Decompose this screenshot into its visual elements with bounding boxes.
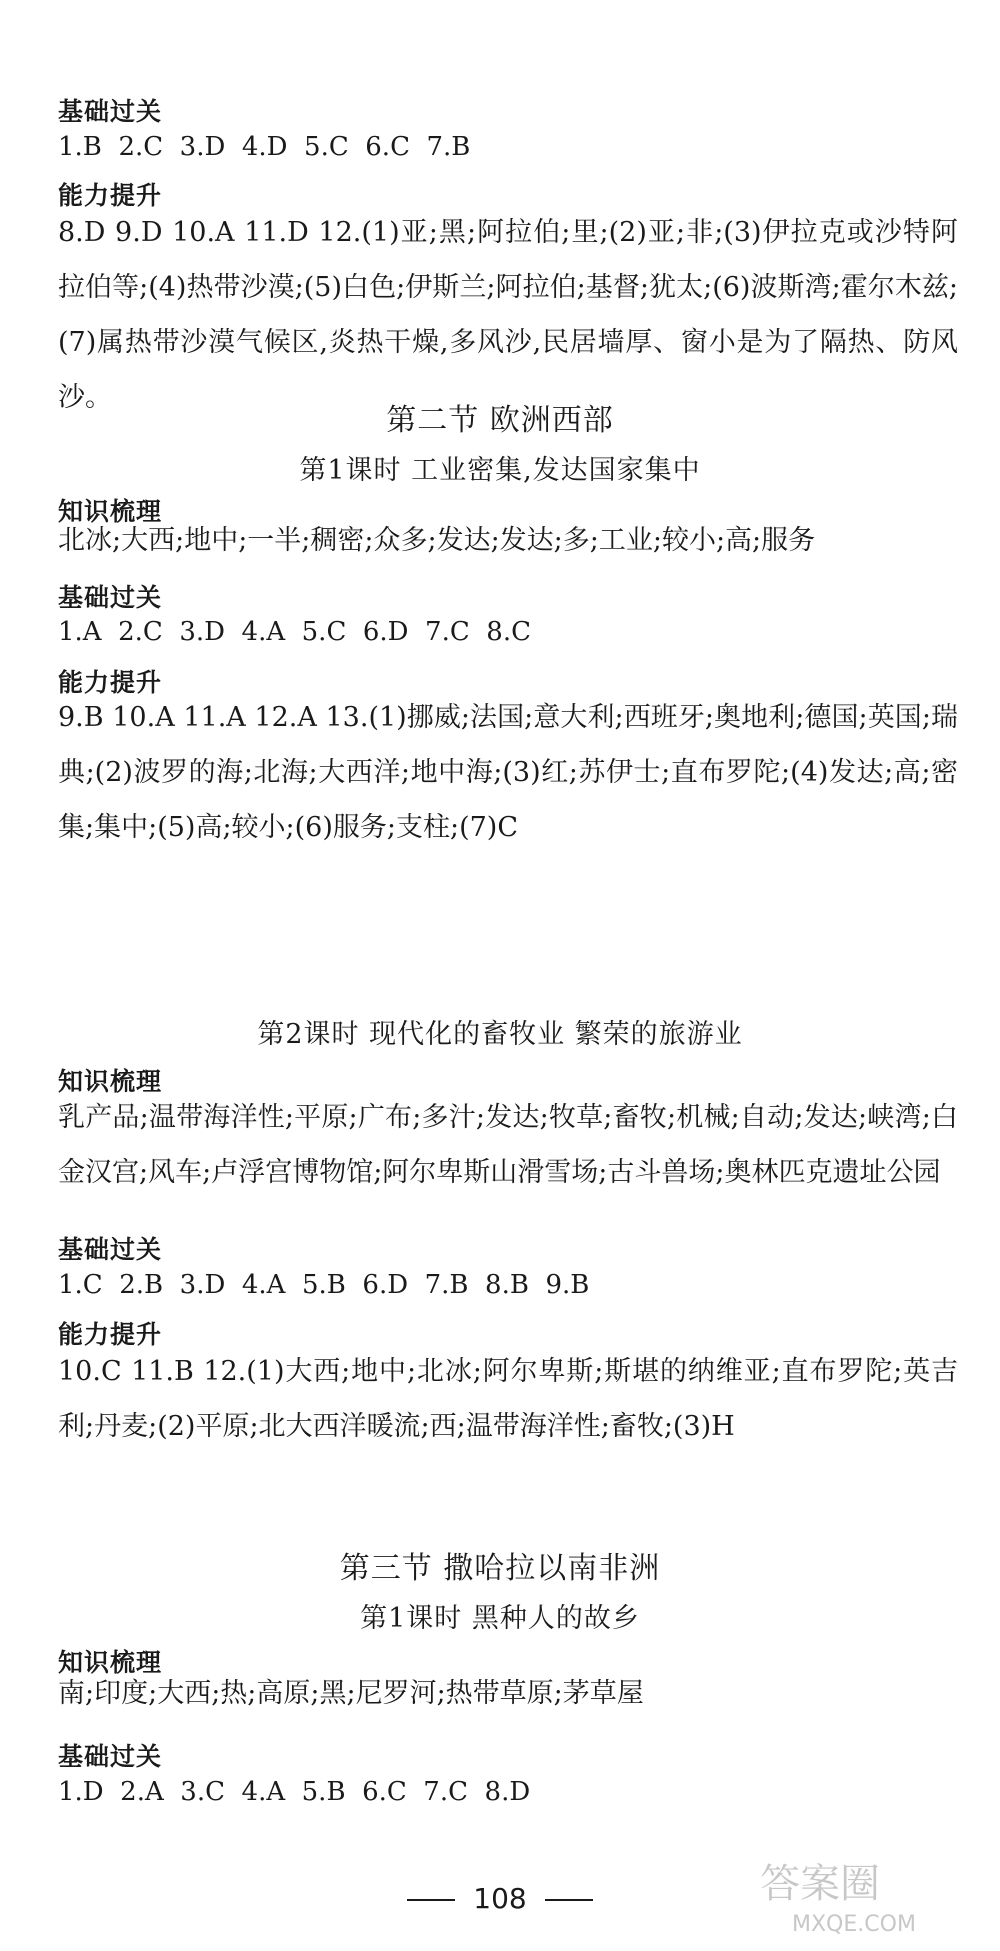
- basic-answers: 1.A 2.C 3.D 4.A 5.C 6.D 7.C 8.C: [58, 617, 531, 647]
- ability-answers: 10.C 11.B 12.(1)大西;地中;北冰;阿尔卑斯;斯堪的纳维亚;直布罗陀;英吉利;丹麦;(2)平原;北大西洋暖流;西;温带海洋性;畜牧;(3)H: [58, 1356, 958, 1442]
- basic-answers: 1.B 2.C 3.D 4.D 5.C 6.C 7.B: [58, 132, 471, 162]
- watermark-title: 答案圈: [760, 1861, 880, 1907]
- knowledge-label: 知识梳理: [58, 1648, 163, 1677]
- knowledge-text: 南;印度;大西;热;高原;黑;尼罗河;热带草原;茅草屋: [58, 1678, 644, 1709]
- basic-label: 基础过关: [58, 97, 163, 126]
- footer-dash-left: [407, 1899, 455, 1901]
- knowledge-label: 知识梳理: [58, 1067, 163, 1096]
- footer-dash-right: [545, 1899, 593, 1901]
- basic-answers: 1.C 2.B 3.D 4.A 5.B 6.D 7.B 8.B 9.B: [58, 1270, 590, 1300]
- ability-label: 能力提升: [58, 668, 163, 697]
- lesson-title: 第1课时 工业密集,发达国家集中: [299, 455, 701, 486]
- watermark-url: MXQE.COM: [792, 1912, 916, 1937]
- basic-label: 基础过关: [58, 1235, 163, 1264]
- knowledge-text: 乳产品;温带海洋性;平原;广布;多汁;发达;牧草;畜牧;机械;自动;发达;峡湾;白金汉宫;风车;卢浮宫博物馆;阿尔卑斯山滑雪场;古斗兽场;奥林匹克遗址公园: [58, 1102, 958, 1188]
- ability-answers: 9.B 10.A 11.A 12.A 13.(1)挪威;法国;意大利;西班牙;奥地利;德国;英国;瑞典;(2)波罗的海;北海;大西洋;地中海;(3)红;苏伊士;直布罗陀;(4)发达;高;密集;集中;(5)高;较小;(6)服务;支柱;(7)C: [58, 702, 958, 843]
- basic-answers: 1.D 2.A 3.C 4.A 5.B 6.C 7.C 8.D: [58, 1777, 531, 1807]
- ability-label: 能力提升: [58, 181, 163, 210]
- lesson-title: 第1课时 黑种人的故乡: [360, 1603, 640, 1634]
- basic-label: 基础过关: [58, 1742, 163, 1771]
- ability-label: 能力提升: [58, 1320, 163, 1349]
- watermark-logo: [752, 1849, 982, 1939]
- lesson-title: 第2课时 现代化的畜牧业 繁荣的旅游业: [257, 1019, 743, 1050]
- page-number: 108: [473, 1882, 527, 1915]
- knowledge-text: 北冰;大西;地中;一半;稠密;众多;发达;发达;多;工业;较小;高;服务: [58, 525, 816, 556]
- knowledge-label: 知识梳理: [58, 497, 163, 526]
- basic-label: 基础过关: [58, 583, 163, 612]
- ability-answers: 8.D 9.D 10.A 11.D 12.(1)亚;黑;阿拉伯;里;(2)亚;非;(3)伊拉克或沙特阿拉伯等;(4)热带沙漠;(5)白色;伊斯兰;阿拉伯;基督;犹太;(6)波斯湾;霍尔木兹;(7)属热带沙漠气候区,炎热干燥,多风沙,民居墙厚、窗小是为了隔热、防风沙。: [58, 217, 958, 413]
- section-heading: 第三节 撒哈拉以南非洲: [339, 1551, 661, 1586]
- section-heading: 第二节 欧洲西部: [386, 403, 614, 438]
